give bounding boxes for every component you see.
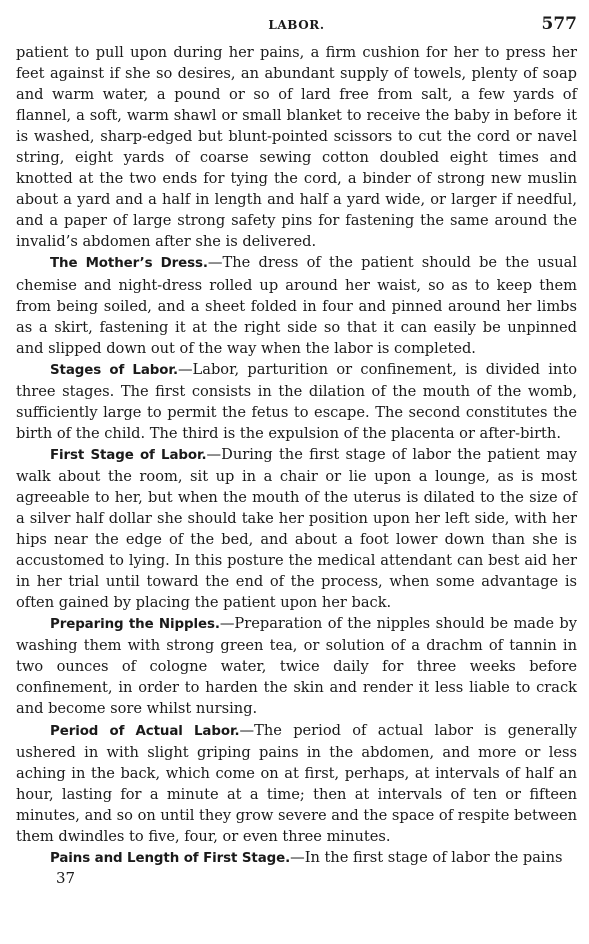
- paragraph-actual-labor: [16, 720, 577, 847]
- paragraph-text: —Labor, parturition or confinement, is divided into three stages. The first consists in the dilation of the mouth of the womb, sufficiently large to permit the fetus to escape. The second constitutes the birth of the child. The third is the expulsion of the placenta or after-birth.: [16, 360, 577, 442]
- paragraph-text: —During the first stage of labor the patient may walk about the room, sit up in a chair or lie upon a lounge, as is most agreeable to her, but when the mouth of the uterus is dilated to the size of a silver half dollar she should take her position upon her left side, with her hips near the edge of the bed, and about a foot lower down than she is accustomed to lying. In this posture the medical attendant can best aid her in her trial until toward the end of the process, when some advantage is often gained by placing the patient upon her back.: [16, 445, 577, 612]
- paragraph-supplies: [16, 42, 577, 252]
- running-head: LABOR.: [268, 18, 325, 32]
- paragraph-text: patient to pull upon during her pains, a firm cushion for her to press her feet against if she so desires, an abundant supply of towels, plenty of soap and warm water, a pound or so of lard free from salt, a few yards of flannel, a soft, warm shawl or small blanket to receive the baby in before it is washed, sharp-edged but blunt-pointed scissors to cut the cord or navel string, eight yards of coarse sewing cotton doubled eight times and knotted at the two ends for tying the cord, a binder of strong new muslin about a yard and a half in length and half a yard wide, or larger if needful, and a paper of large strong safety pins for fastening the same around the invalid’s abdomen after she is delivered.: [16, 44, 577, 251]
- paragraph-mothers-dress: [16, 252, 577, 358]
- section-heading-first-stage: First Stage of Labor.: [50, 447, 207, 463]
- paragraph-pains-length: [16, 847, 577, 869]
- book-page: [16, 10, 577, 940]
- paragraph-preparing-nipples: [16, 613, 577, 719]
- page-header: [16, 10, 577, 42]
- body-text: [16, 42, 577, 887]
- paragraph-first-stage: [16, 444, 577, 613]
- signature-mark: 37: [56, 868, 76, 887]
- section-heading-pains-length: Pains and Length of First Stage.: [50, 850, 291, 866]
- section-heading-stages-of-labor: Stages of Labor.: [50, 362, 178, 378]
- paragraph-text: —The dress of the patient should be the usual chemise and night-dress rolled up around her waist, so as to keep them from being soiled, and a sheet folded in four and pinned around her limbs as a skirt, fastening it at the right side so that it can easily be unpinned and slipped down out of the way when the labor is completed.: [16, 254, 578, 357]
- paragraph-text: —The period of actual labor is generally ushered in with slight griping pains in the abdomen, and more or less aching in the back, which come on at first, perhaps, at intervals of half an hour, lasting for a minute at a time; then at intervals of ten or fifteen minutes, and so on until they grow severe and the space of respite between them dwindles to five, four, or even three minutes.: [16, 721, 577, 845]
- paragraph-stages-of-labor: [16, 359, 577, 444]
- section-heading-actual-labor: Period of Actual Labor.: [50, 723, 240, 739]
- paragraph-text: —In the first stage of labor the pains: [290, 848, 563, 866]
- section-heading-preparing-nipples: Preparing the Nipples.: [50, 617, 220, 633]
- page-number: 577: [541, 14, 577, 34]
- paragraph-text: —Preparation of the nipples should be made by washing them with strong green tea, or solution of a drachm of tannin in two ounces of cologne water, twice daily for three weeks before confinement, in order to harden the skin and render it less liable to crack and become sore whilst nursing.: [16, 615, 577, 718]
- section-heading-mothers-dress: The Mother’s Dress.: [50, 256, 208, 272]
